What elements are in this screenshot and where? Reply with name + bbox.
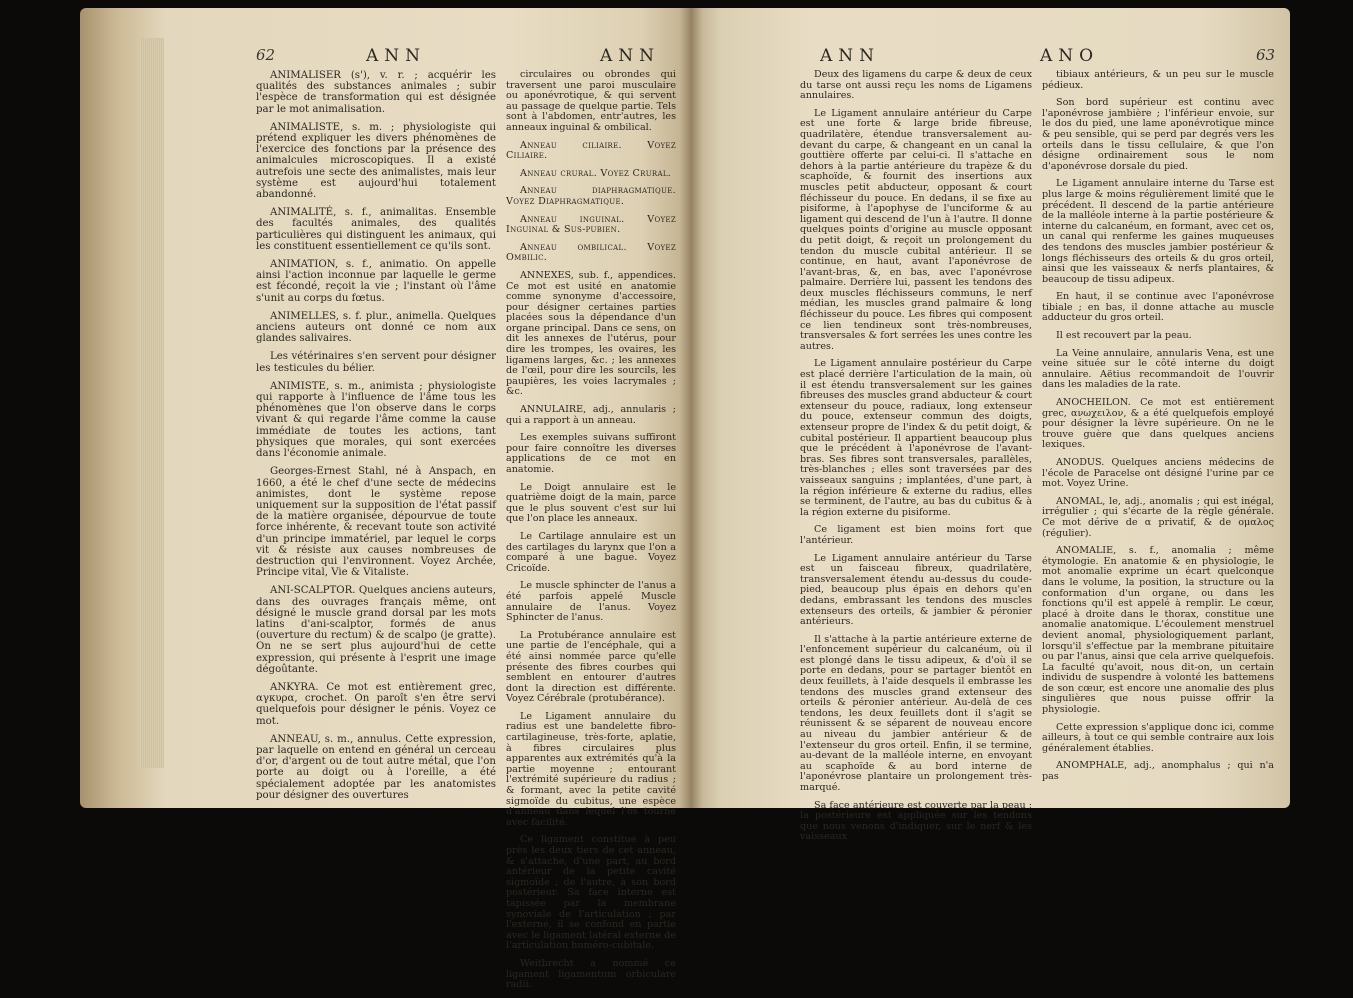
entry: Weitbrecht a nommé ce ligament ligamentum orbiculare radii.	[506, 957, 676, 991]
entry: Anneau ciliaire. Voyez Ciliaire.	[506, 139, 676, 162]
running-header-left-a: ANN	[366, 46, 427, 66]
entry: ANIMALISER (s'), v. r. ; acquérir les qualités des substances animales ; subir l'espèce de transformation qui est désignée par le mot animalisation.	[256, 70, 496, 115]
running-header-right-b: ANO	[1040, 46, 1100, 66]
page-edges	[140, 38, 164, 768]
entry: ANOMALIE, s. f., anomalia ; même étymologie. En anatomie & en physiologie, le mot anomalie exprime un écart quelconque dans le volume, la position, la structure ou la conformation d'un organe, ou dans les fonctions qu'il est appelé à remplir. Le cœur, placé à droite dans le thorax, constitue une anomalie anatomique. L'écoulement menstruel devient anomal, physiologiquement parlant, lorsqu'il s'effectue par la membrane pituitaire ou par l'anus, ainsi que cela arrive quelquefois. La faculté qu'avoit, nous dit-on, un certain individu de suspendre à volonté les battemens de son cœur, est encore une anomalie des plus singulières que nous puisse offrir la physiologie.	[1042, 545, 1274, 716]
entry: Anneau inguinal. Voyez Inguinal & Sus-pubien.	[506, 213, 676, 236]
column-2	[506, 70, 676, 998]
entry: Le Ligament annulaire antérieur du Carpe est une forte & large bride fibreuse, quadrilatère, étendue transversalement au-devant du carpe, & changeant en un canal la gouttière offerte par celui-ci. Il s'attache en dehors à la partie antérieure du trapèze & du scaphoïde, & fournit des insertions aux muscles petit abducteur, opposant & court fléchisseur du pouce. En dedans, il se fixe au pisiforme, à l'apophyse de l'unciforme & au ligament qui descend de l'un à l'autre. Il donne quelques points d'origine au muscle opposant du petit doigt, & reçoit un prolongement du tendon du muscle cubital antérieur. Il se continue, en haut, avant l'aponévrose de l'avant-bras, &, en bas, avec l'aponévrose palmaire. Derrière lui, passent les tendons des deux muscles fléchisseurs communs, le nerf médian, les muscles grand palmaire & long fléchisseur du pouce. Les fibres qui composent ce lien tendineux sont très-nombreuses, transversales & fort serrées les unes contre les autres.	[800, 107, 1032, 352]
entry: ANODUS. Quelques anciens médecins de l'école de Paracelse ont désigné l'urine par ce mot. Voyez Urine.	[1042, 457, 1274, 490]
entry: Le muscle sphincter de l'anus a été parfois appelé Muscle annulaire de l'anus. Voyez Sphincter de l'anus.	[506, 580, 676, 624]
entry: ANNEAU, s. m., annulus. Cette expression, par laquelle on entend en général un cerceau d'or, d'argent ou de tout autre métal, que l'on porte au doigt ou à l'oreille, a été spécialement adoptée par les anatomistes pour désigner des ouvertures	[256, 733, 496, 801]
book-gutter	[680, 8, 702, 808]
entry: Son bord supérieur est continu avec l'aponévrose jambière ; l'inférieur envoie, sur le dos du pied, une lame aponévrotique mince & peu sensible, qui se perd par degrés vers les orteils dans le tissu cellulaire, & que l'on désigne ordinairement sous le nom d'aponévrose dorsale du pied.	[1042, 97, 1274, 172]
entry: Le Ligament annulaire postérieur du Carpe est placé derrière l'articulation de la main, où il est étendu transversalement sur les gaines fibreuses des muscles grand abducteur & court extenseur du pouce, radiaux, long extenseur du pouce, extenseur commun des doigts, extenseur propre de l'index & du petit doigt, & cubital postérieur. Il appartient beaucoup plus que le précédent à l'aponévrose de l'avant-bras. Ses fibres sont transversales, parallèles, très-blanches ; elles sont traversées par des vaisseaux sanguins ; implantées, d'une part, à la région inférieure & externe du radius, elles se terminent, de l'autre, au bas du cubitus & à la région externe du pisiforme.	[800, 358, 1032, 518]
entry: ANIMATION, s. f., animatio. On appelle ainsi l'action inconnue par laquelle le germe est fécondé, reçoit la vie ; l'instant où l'âme s'unit au corps du fœtus.	[256, 259, 496, 304]
entry: ANNEXES, sub. f., appendices. Ce mot est usité en anatomie comme synonyme d'accessoire, pour désigner certaines parties placées sous la dépendance d'un organe principal. Dans ce sens, on dit les annexes de l'utérus, pour dire les trompes, les ovaires, les ligamens larges, &c. ; les annexes de l'œil, pour dire les sourcils, les paupières, les voies lacrymales ; &c.	[506, 269, 676, 398]
page-number-left: 62	[256, 46, 276, 64]
entry: La Protubérance annulaire est une partie de l'encéphale, qui a été ainsi nommée parce qu'elle présente des fibres courbes qui semblent en entourer d'autres dont la direction est différente. Voyez Cérébrale (protubérance).	[506, 629, 676, 705]
entry: ANIMELLES, s. f. plur., animella. Quelques anciens auteurs ont donné ce nom aux glandes salivaires.	[256, 310, 496, 345]
entry: ANIMALITÉ, s. f., animalitas. Ensemble des facultés animales, des qualités particulières qui distinguent les animaux, qui les constituent essentiellement ce qu'ils sont.	[256, 207, 496, 252]
entry: Deux des ligamens du carpe & deux de ceux du tarse ont aussi reçu les noms de Ligamens annulaires.	[800, 69, 1032, 102]
entry: ANOMPHALE, adj., anomphalus ; qui n'a pas	[1042, 760, 1274, 783]
running-header-left-b: ANN	[600, 46, 661, 66]
column-1	[256, 70, 496, 808]
entry: Les exemples suivans suffiront pour faire connoître les diverses applications de ce mot en anatomie.	[506, 432, 676, 475]
entry: ANI-SCALPTOR. Quelques anciens auteurs, dans des ouvrages français même, ont désigné le muscle grand dorsal par les mots latins d'ani-scalptor, formés de anus (ouverture du rectum) & de scalpo (je gratte). On ne se sert plus aujourd'hui de cette expression, qui présente à l'esprit une image dégoûtante.	[256, 585, 496, 675]
entry: ANOCHEILON. Ce mot est entièrement grec, ανωχειλον, & a été quelquefois employé pour désigner la lèvre supérieure. On ne le trouve guère que dans quelques anciens lexiques.	[1042, 397, 1274, 451]
entry: Cette expression s'applique donc ici, comme ailleurs, à tout ce qui semble contraire aux lois généralement établies.	[1042, 721, 1274, 754]
open-book	[80, 8, 1290, 991]
column-4	[1042, 70, 1274, 790]
entry: En haut, il se continue avec l'aponévrose tibiale ; en bas, il donne attache au muscle adducteur du gros orteil.	[1042, 291, 1274, 324]
entry: Le Ligament annulaire du radius est une bandelette fibro-cartilagineuse, très-forte, aplatie, à fibres circulaires plus apparentes aux extrémités qu'à la partie moyenne ; entourant l'extrémité supérieure du radius ; & formant, avec la petite cavité sigmoïde du cubitus, une espèce d'anneau dans lequel l'os tourne avec facilité.	[506, 710, 676, 828]
entry: Anneau diaphragmatique. Voyez Diaphragmatique.	[506, 185, 676, 207]
entry: ANOMAL, le, adj., anomalis ; qui est inégal, irrégulier ; qui s'écarte de la règle générale. Ce mot dérive de α privatif, & de ομαλος (régulier).	[1042, 495, 1274, 539]
entry: Le Ligament annulaire antérieur du Tarse est un faisceau fibreux, quadrilatère, transversalement étendu au-dessus du coude-pied, beaucoup plus épais en dehors qu'en dedans, embrassant les tendons des muscles extenseurs des orteils, & jambier & péronier antérieurs.	[800, 552, 1032, 628]
entry: Le Cartilage annulaire est un des cartilages du larynx que l'on a comparé à une bague. Voyez Cricoïde.	[506, 530, 676, 574]
entry: Il est recouvert par la peau.	[1056, 330, 1192, 342]
entry: Georges-Ernest Stahl, né à Anspach, en 1660, a été le chef d'une secte de médecins animistes, dont le système repose uniquement sur la supposition de l'état passif de la matière organisée, dépourvue de toute force inhérente, & recevant toute son activité d'un principe immatériel, par lequel le corps vit & résiste aux causes nombreuses de destruction qui l'environnent. Voyez Archée, Principe vital, Vie & Vitaliste.	[256, 466, 496, 579]
entry: La Veine annulaire, annularis Vena, est une veine située sur le côté interne du doigt annulaire. Aëtius recommandoit de l'ouvrir dans les maladies de la rate.	[1042, 347, 1274, 391]
entry: tibiaux antérieurs, & un peu sur le muscle pédieux.	[1042, 69, 1274, 91]
entry: ANNULAIRE, adj., annularis ; qui a rapport à un anneau.	[506, 404, 676, 426]
entry: Anneau ombilical. Voyez Ombilic.	[506, 241, 676, 264]
entry: ANIMISTE, s. m., animista ; physiologiste qui rapporte à l'influence de l'âme tous les phénomènes que l'on observe dans le corps vivant & qui regarde l'âme comme la cause immédiate de toutes les actions, tant physiques que morales, qui sont exercées dans l'économie animale.	[256, 380, 496, 460]
entry: Le Doigt annulaire est le quatrième doigt de la main, parce que le plus souvent c'est sur lui que l'on place les anneaux.	[506, 481, 676, 525]
entry: ANIMALISTE, s. m. ; physiologiste qui prétend expliquer les divers phénomènes de l'exercice des fonctions par la présence des animalcules microscopiques. Il a existé autrefois une secte des animalistes, mais leur système est aujourd'hui totalement abandonné.	[256, 121, 496, 201]
entry: Ce ligament constitue à peu près les deux tiers de cet anneau, & s'attache, d'une part, au bord antérieur de la petite cavité sigmoïde ; de l'autre, à son bord postérieur. Sa face interne est tapissée par la membrane synoviale de l'articulation ; par l'externe, il se confond en partie avec le ligament latéral externe de l'articulation huméro-cubitale.	[506, 834, 676, 952]
entry: Anneau crural. Voyez Crural.	[520, 167, 672, 179]
entry: Les vétérinaires s'en servent pour désigner les testicules du bélier.	[256, 351, 496, 374]
entry: Sa face antérieure est couverte par la peau ; la postérieure est appliquée sur les tendons que nous venons d'indiquer, sur le nerf & les vaisseaux	[800, 799, 1032, 843]
entry: ANKYRA. Ce mot est entièrement grec, αγκυρα, crochet. On paroît s'en être servi quelquefois pour désigner le pénis. Voyez ce mot.	[256, 681, 496, 727]
page-number-right: 63	[1256, 46, 1276, 64]
left-page	[80, 8, 690, 991]
entry: Il s'attache à la partie antérieure externe de l'enfoncement supérieur du calcanéum, où il est plongé dans le tissu adipeux, & d'où il se porte en dedans, pour se partager bientôt en deux feuillets, à l'aide desquels il embrasse les tendons des muscles grand extenseur des orteils & péronier antérieur. Au-delà de ces tendons, les deux feuillets dont il s'agit se réunissent & se séparent de nouveau encore au niveau du jambier antérieur & de l'extenseur du gros orteil. Enfin, il se termine, au-devant de la malléole interne, en envoyant au scaphoïde & au bord interne de l'aponévrose plantaire un prolongement très-marqué.	[800, 633, 1032, 793]
entry: Ce ligament est bien moins fort que l'antérieur.	[800, 524, 1032, 546]
column-3	[800, 70, 1032, 850]
right-page	[690, 8, 1290, 843]
running-header-right-a: ANN	[820, 46, 881, 66]
entry: Le Ligament annulaire interne du Tarse est plus large & moins régulièrement limité que le précédent. Il descend de la partie antérieure de la malléole interne à la partie postérieure & interne du calcanéum, en formant, avec cet os, un canal qui renferme les gaines muqueuses des tendons des muscles jambier postérieur & longs fléchisseurs des orteils & du gros orteil, ainsi que les vaisseaux & nerfs plantaires, & beaucoup de tissu adipeux.	[1042, 178, 1274, 285]
entry: circulaires ou obrondes qui traversent une paroi musculaire ou aponévrotique, & qui servent au passage de quelque partie. Tels sont à l'abdomen, entr'autres, les anneaux inguinal & ombilical.	[506, 69, 676, 133]
